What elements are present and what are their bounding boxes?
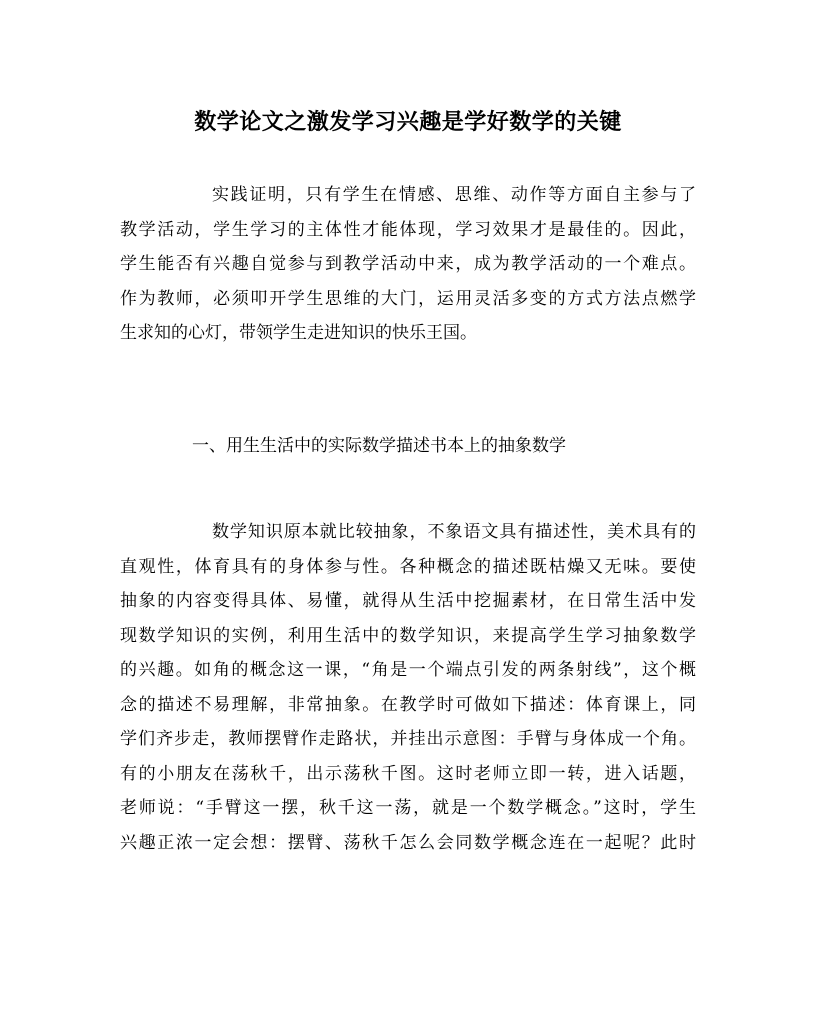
paragraph-line: 生求知的心灯，带领学生走进知识的快乐王国。 bbox=[120, 323, 477, 343]
paragraph-line: 学们齐步走，教师摆臂作走路状，并挂出示意图：手臂与身体成一个角。 bbox=[120, 729, 696, 749]
paragraph-line: 作为教师，必须叩开学生思维的大门，运用灵活多变的方式方法点燃学 bbox=[120, 288, 696, 309]
paragraph-line: 念的描述不易理解，非常抽象。在教学时可做如下描述：体育课上，同 bbox=[120, 694, 696, 715]
paragraph-line: 的兴趣。如角的概念这一课，“角是一个端点引发的两条射线”，这个概 bbox=[120, 660, 696, 680]
paragraph-line: 学生能否有兴趣自觉参与到教学活动中来，成为教学活动的一个难点。 bbox=[120, 254, 696, 274]
paragraph-line: 现数学知识的实例，利用生活中的数学知识，来提高学生学习抽象数学 bbox=[120, 625, 696, 646]
paragraph-line: 实践证明，只有学生在情感、思维、动作等方面自主参与了 bbox=[212, 185, 696, 205]
paragraph-line: 直观性，体育具有的身体参与性。各种概念的描述既枯燥又无味。要使 bbox=[120, 556, 696, 577]
paragraph-line: 有的小朋友在荡秋千，出示荡秋千图。这时老师立即一转，进入话题， bbox=[120, 763, 696, 784]
paragraph-line: 老师说：“手臂这一摆，秋千这一荡，就是一个数学概念。”这时，学生 bbox=[120, 798, 696, 818]
paragraph-line: 教学活动，学生学习的主体性才能体现，学习效果才是最佳的。因此， bbox=[120, 219, 696, 240]
paragraph-line: 数学知识原本就比较抽象，不象语文具有描述性，美术具有的 bbox=[212, 522, 696, 542]
paragraph-line: 兴趣正浓一定会想：摆臂、荡秋千怎么会同数学概念连在一起呢？此时 bbox=[120, 832, 696, 853]
intro-paragraph bbox=[120, 178, 696, 351]
section-heading: 一、用生生活中的实际数学描述书本上的抽象数学 bbox=[192, 436, 566, 456]
body-paragraph bbox=[120, 515, 696, 860]
document-title: 数学论文之激发学习兴趣是学好数学的关键 bbox=[194, 109, 622, 135]
paragraph-line: 抽象的内容变得具体、易懂，就得从生活中挖掘素材，在日常生活中发 bbox=[120, 591, 696, 611]
